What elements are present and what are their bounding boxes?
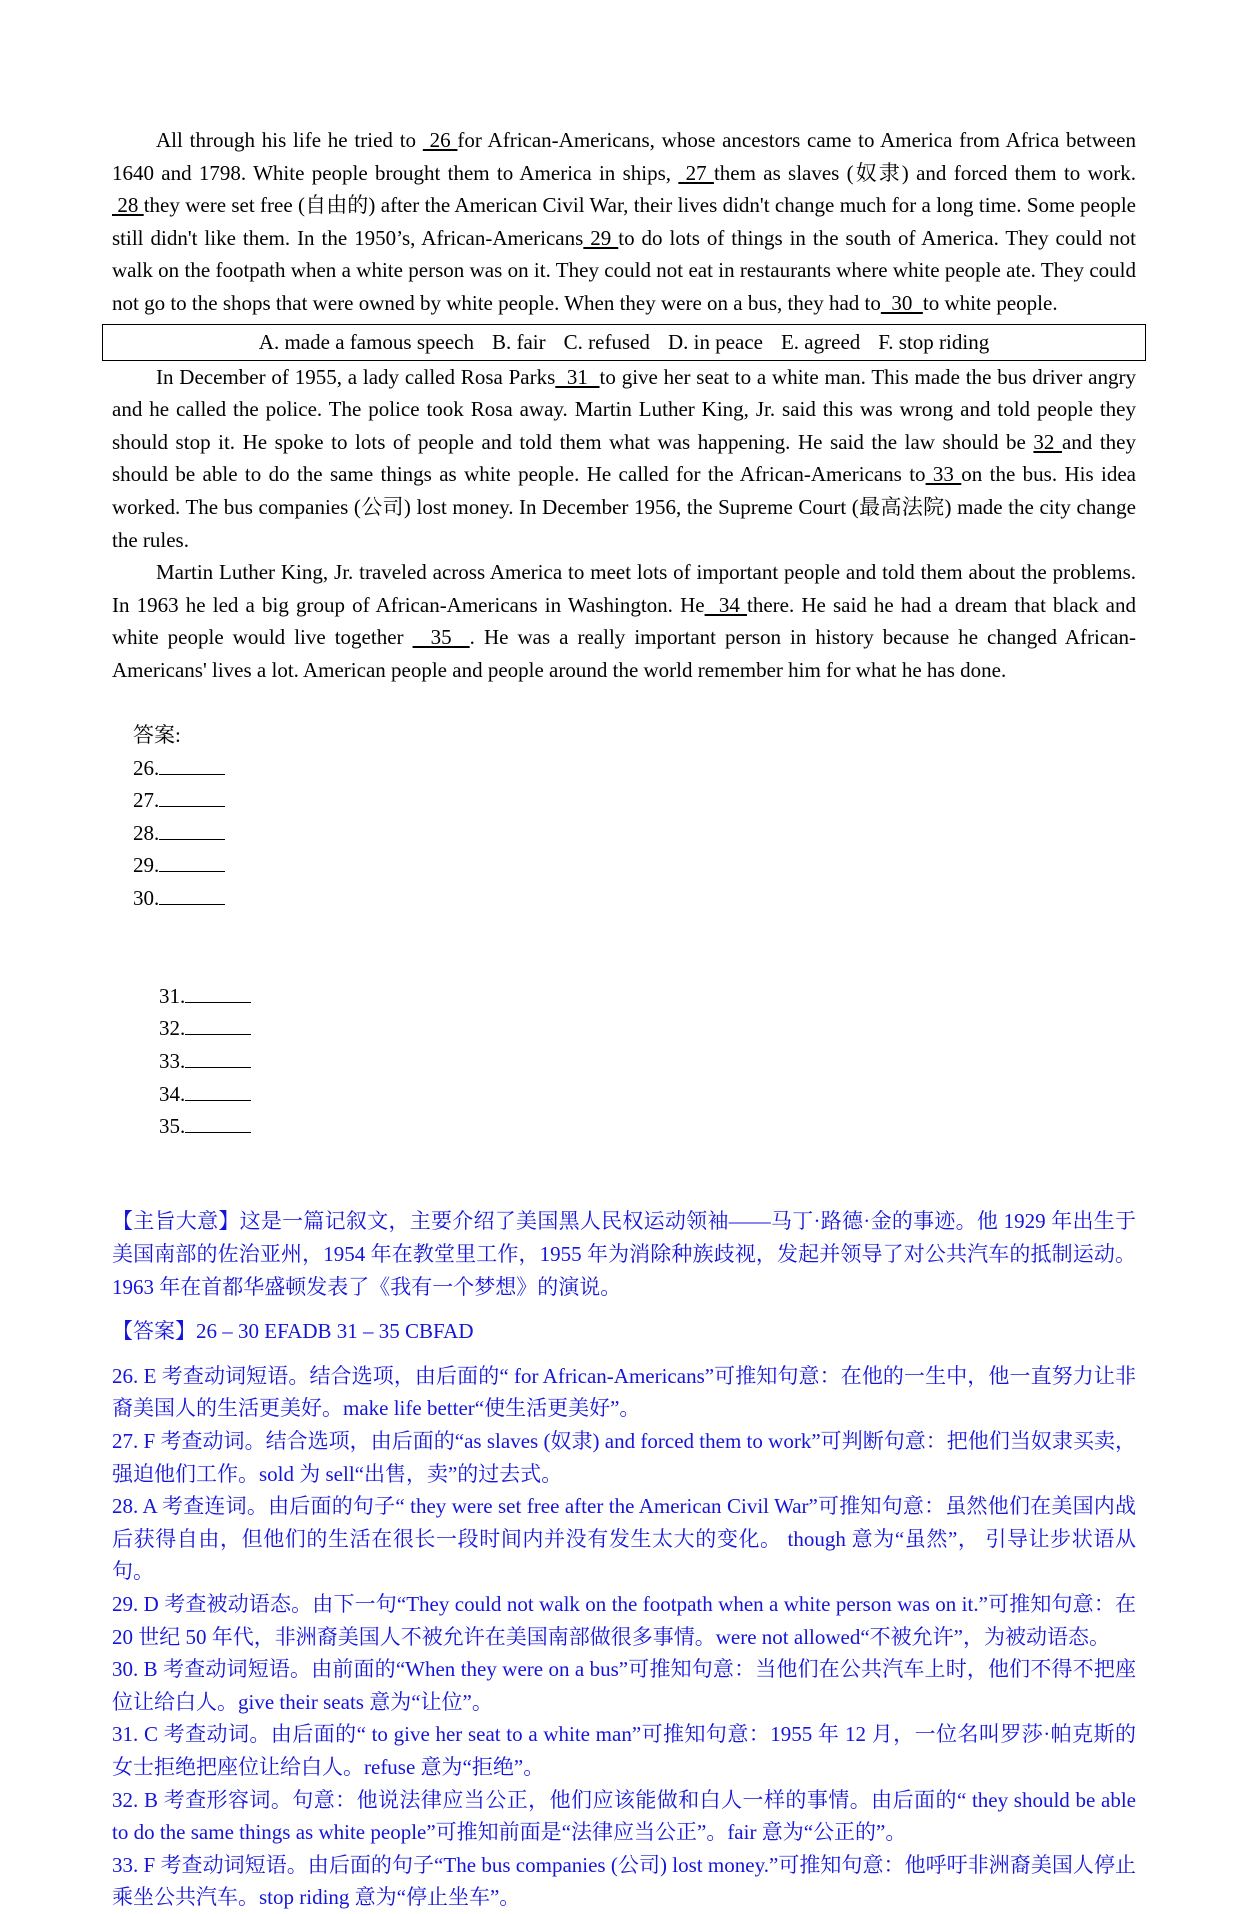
answer-blank-number: 28	[112, 193, 144, 218]
option-d: D. in peace	[667, 329, 763, 354]
passage-text: In December of 1955, a lady called Rosa Parks	[156, 364, 556, 389]
passage-text: to white people.	[922, 290, 1058, 315]
document-page	[112, 124, 1136, 1914]
passage-text: on the bus. His idea worked. The bus companies (公司) lost money. In December 1956, the Supreme Court (最高法院) made the city change the rules.	[112, 462, 1136, 552]
passage-text: to give her seat to a white man. This made the bus driver angry and he called the police. The police took Rosa away. Martin Luther King, Jr. said this was wrong and told people they should stop it. He spoke to lots of people and told them what was happening. He said the law should be	[112, 364, 1136, 454]
answer-blank-number: 33	[925, 462, 962, 487]
passage-text: . He was a really important person in history because he changed African-Americans' lives a lot. American people and people around the world remember him for what he has done.	[112, 625, 1137, 682]
answer-blank[interactable]	[185, 1067, 251, 1068]
explanation-item: 30. B 考查动词短语。由前面的“When they were on a bus”可推知句意：当他们在公共汽车上时，他们不得不把座位让给白人。give their seats 意为“让位”。	[112, 1657, 1136, 1714]
option-b: B. fair	[491, 329, 546, 354]
answer-line-2	[112, 947, 1136, 1175]
answer-blank-number: 32	[1033, 429, 1062, 454]
answer-number: 26.	[133, 755, 160, 780]
passage-text: they were set free (自由的) after the American Civil War, their lives didn't change much for a long time. Some people still didn't like them. In the 1950’s, African-Americans	[112, 193, 1136, 250]
answer-blank[interactable]	[185, 1100, 251, 1101]
explanation-item: 29. D 考查被动语态。由下一句“They could not walk on the footpath when a white person was on it.”可推知句意：在 20 世纪 50 年代，非洲裔美国人不被允许在美国南部做很多事情。were not allowed“不被允许”，为被动语态。	[112, 1591, 1136, 1649]
passage-text: to do lots of things in the south of America. They could not walk on the footpath when a white person was on it. They could not eat in restaurants where white people ate. They could not go to the shops that were owned by white people. When they were on a bus, they had to	[112, 225, 1137, 315]
passage-paragraph-2	[112, 361, 1136, 557]
answer-blank-number: 27	[678, 160, 714, 185]
answer-blank-number: 29	[583, 225, 619, 250]
passage-text: All through his life he tried to	[156, 128, 423, 152]
answer-blank-number: 34	[704, 592, 747, 617]
answer-blank-number: 35	[412, 625, 470, 650]
answer-number: 35.	[159, 1114, 186, 1139]
explanation-item: 33. F 考查动词短语。由后面的句子“The bus companies (公司) lost money.”可推知句意：他呼吁非洲裔美国人停止乘坐公共汽车。stop riding 意为“停止坐车”。	[112, 1852, 1136, 1910]
passage-text: Martin Luther King, Jr. traveled across America to meet lots of important people and told them about the problems. In 1963 he led a big group of African-Americans in Washington. He	[112, 560, 1136, 617]
answer-label: 答案:	[133, 723, 181, 748]
options-box	[102, 324, 1146, 361]
answer-blank[interactable]	[185, 1034, 251, 1035]
option-f: F. stop riding	[878, 329, 990, 354]
explanation-item: 32. B 考查形容词。句意：他说法律应当公正，他们应该能做和白人一样的事情。由后面的“ they should be able to do the same things as white people”可推知前面是“法律应当公正”。fair 意为“公正的”。	[112, 1787, 1136, 1845]
answer-number: 34.	[159, 1081, 186, 1106]
answer-number: 31.	[159, 983, 186, 1008]
answer-key: 【答案】26 – 30 EFADB 31 – 35 CBFAD	[112, 1319, 474, 1344]
answer-blank[interactable]	[159, 774, 225, 775]
answer-blank-number: 26	[422, 128, 458, 152]
explanation-item: 26. E 考查动词短语。结合选项，由后面的“ for African-Americans”可推知句意：在他的一生中，他一直努力让非裔美国人的生活更美好。make life better“使生活更美好”。	[112, 1363, 1136, 1421]
answer-number: 33.	[159, 1049, 186, 1074]
answer-blank[interactable]	[159, 806, 225, 807]
summary-paragraph: 【主旨大意】这是一篇记叙文，主要介绍了美国黑人民权运动领袖——马丁·路德·金的事迹。他 1929 年出生于美国南部的佐治亚州，1954 年在教堂里工作，1955 年为消除种族歧视，发起并领导了对公共汽车的抵制运动。1963 年在首都华盛顿发表了《我有一个梦想》的演说。	[112, 1209, 1136, 1299]
answer-number: 30.	[133, 886, 160, 911]
option-e: E. agreed	[780, 329, 861, 354]
explanation-item: 28. A 考查连词。由后面的句子“ they were set free after the American Civil War”可推知句意：虽然他们在美国内战后获得自由，但他们的生活在很长一段时间内并没有发生太大的变化。 though 意为“虽然”， 引导让步状语从句。	[112, 1494, 1136, 1584]
passage-text: for African-Americans, whose ancestors came to America from Africa between 1640 and 1798. White people brought them to America in ships,	[112, 128, 1137, 185]
answer-line-1	[112, 687, 1136, 948]
answer-number: 29.	[133, 853, 160, 878]
answer-blank[interactable]	[159, 904, 225, 905]
answer-blank-number: 31	[555, 364, 600, 389]
explanation-item: 31. C 考查动词。由后面的“ to give her seat to a white man”可推知句意：1955 年 12 月，一位名叫罗莎·帕克斯的女士拒绝把座位让给白人。refuse 意为“拒绝”。	[112, 1722, 1136, 1779]
passage-text: and they should be able to do the same things as white people. He called for the African-Americans to	[112, 429, 1136, 487]
passage-text: there. He said he had a dream that black and white people would live together	[112, 592, 1136, 650]
answer-blank[interactable]	[185, 1132, 251, 1133]
answer-number: 28.	[133, 820, 160, 845]
answer-blank[interactable]	[159, 839, 225, 840]
passage-text: them as slaves (奴隶) and forced them to work.	[713, 160, 1136, 185]
option-c: C. refused	[563, 329, 650, 354]
answer-blank-number: 30	[880, 290, 923, 315]
passage-paragraph-3	[112, 556, 1136, 686]
answer-number: 32.	[159, 1016, 186, 1041]
option-a: A. made a famous speech	[258, 329, 474, 354]
answer-blank[interactable]	[159, 871, 225, 872]
explanation-item: 27. F 考查动词。结合选项，由后面的“as slaves (奴隶) and forced them to work”可判断句意：把他们当奴隶买卖，强迫他们工作。sold 为 sell“出售，卖”的过去式。	[112, 1428, 1136, 1486]
answer-number: 27.	[133, 788, 160, 813]
answer-blank[interactable]	[185, 1002, 251, 1003]
passage-paragraph-1	[112, 124, 1136, 320]
